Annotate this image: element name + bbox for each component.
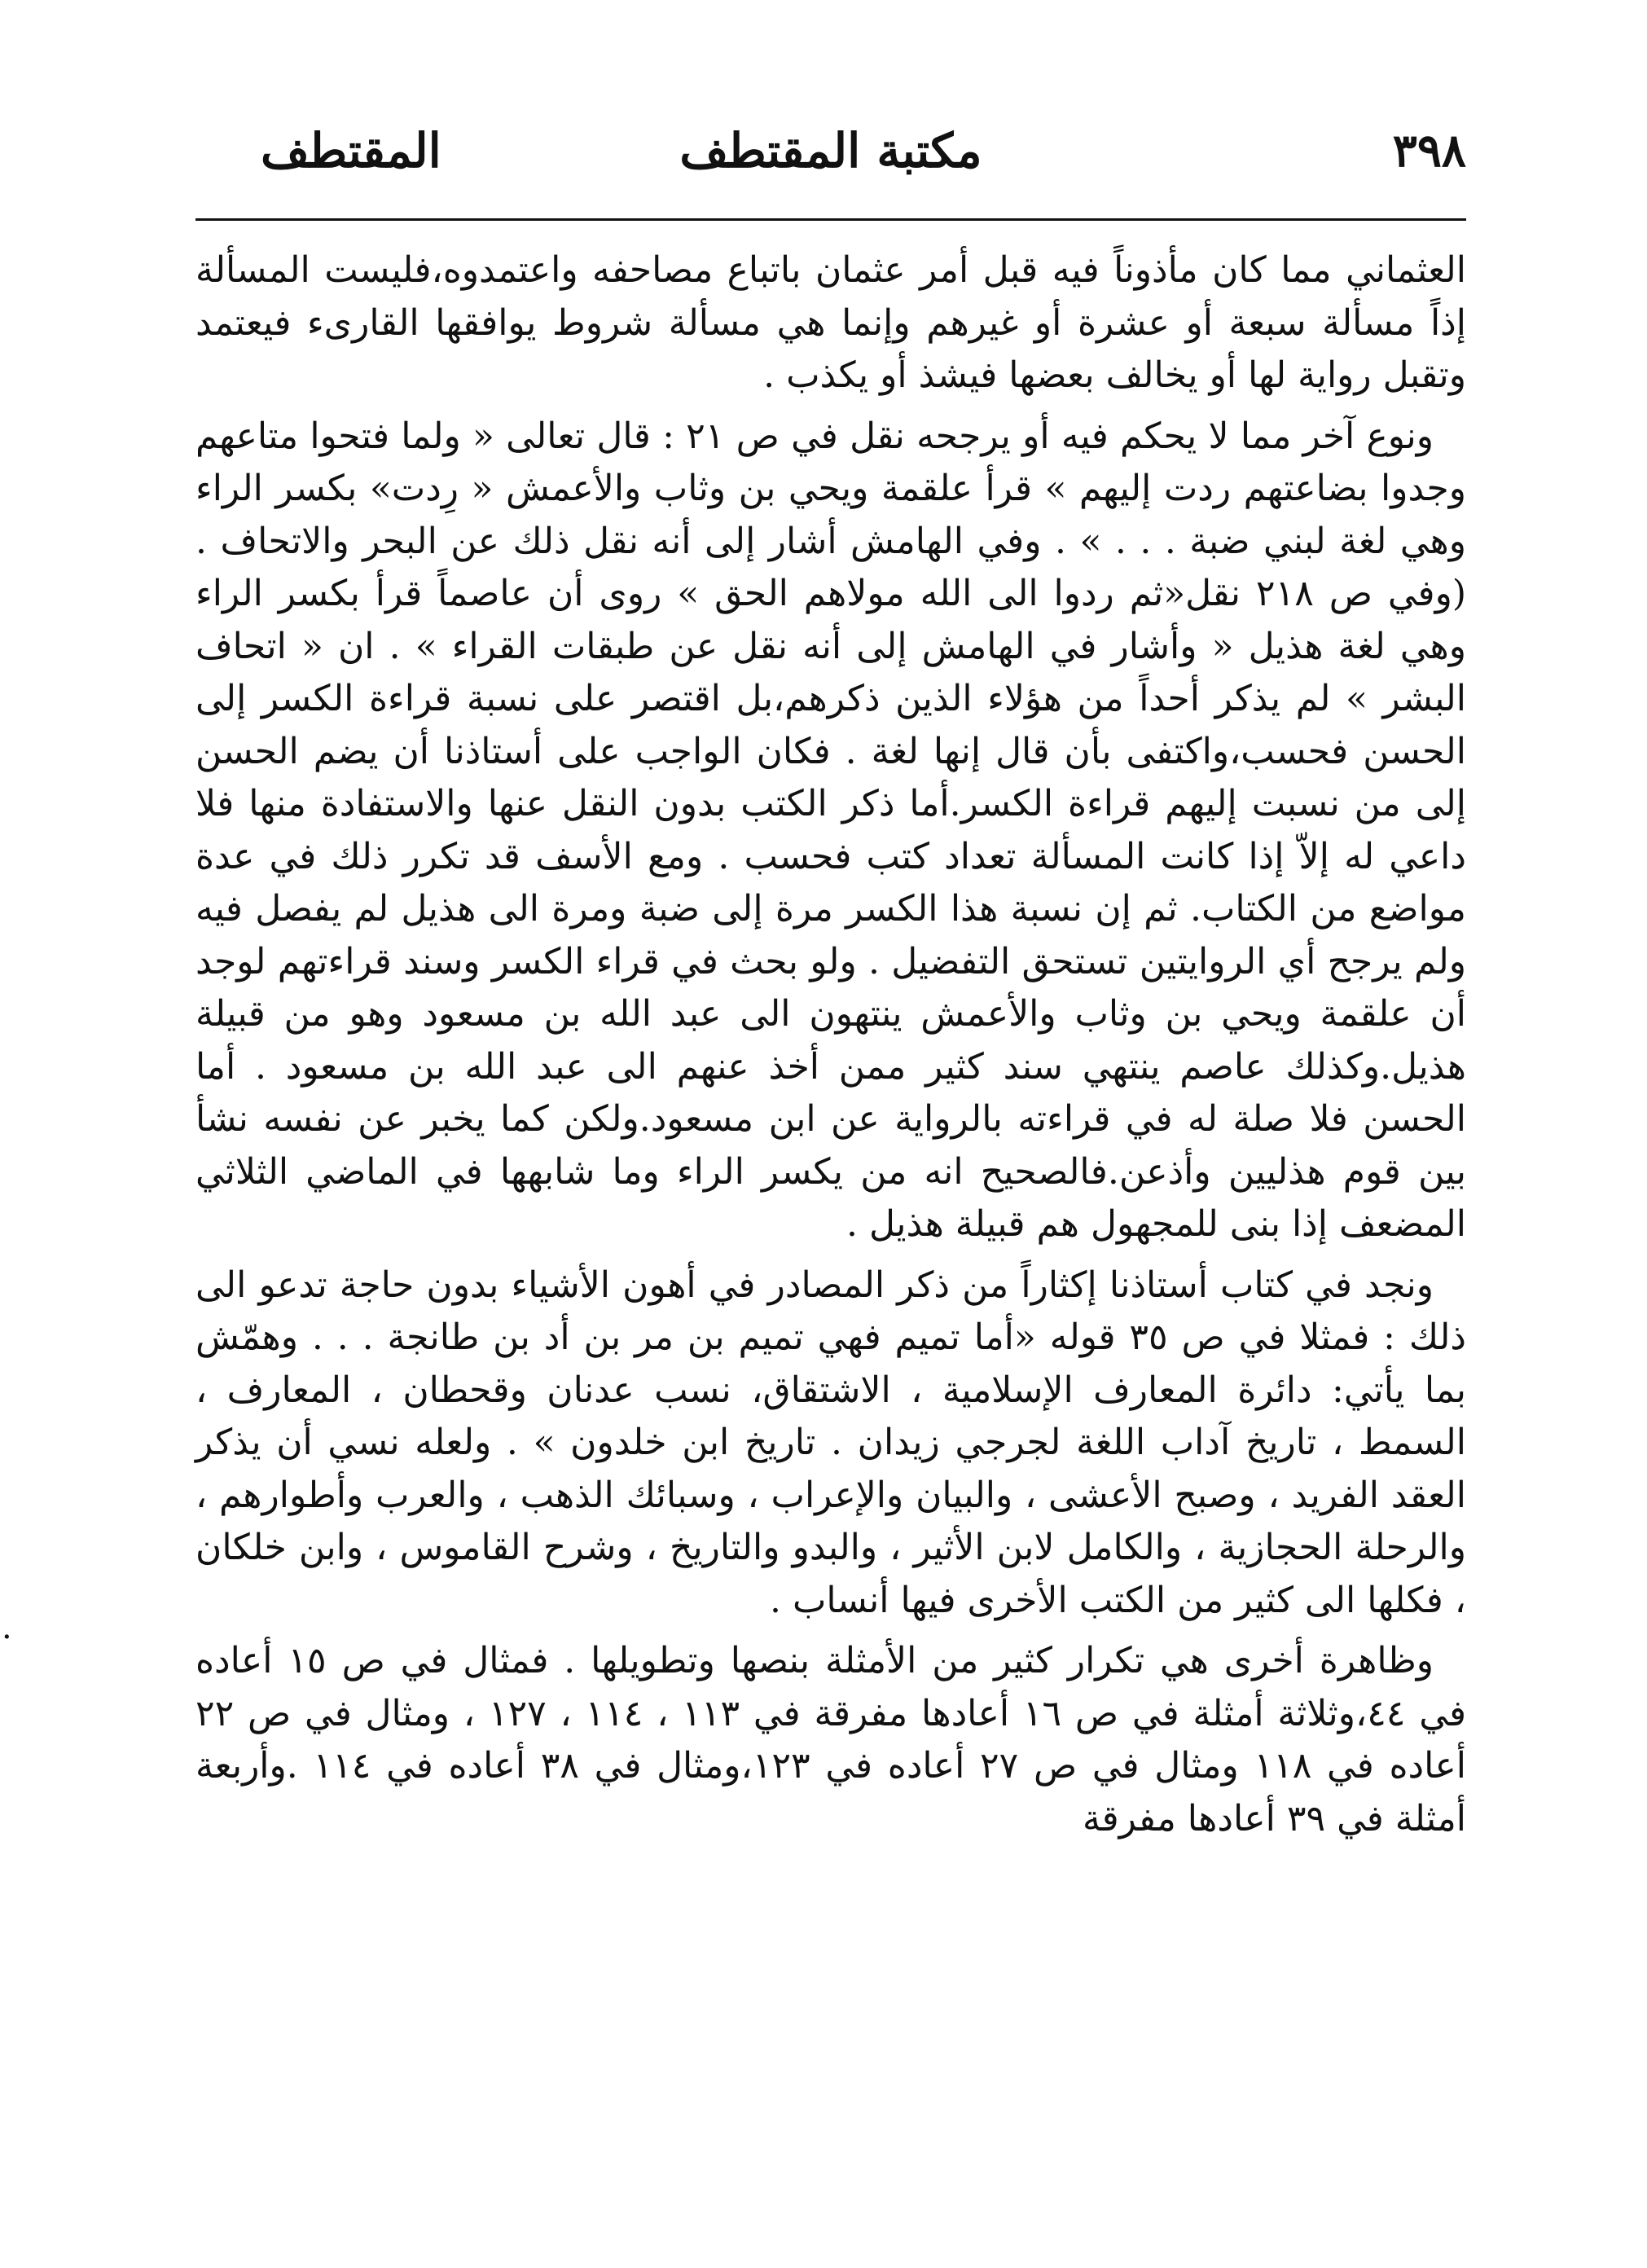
journal-name: المقتطف [261,123,441,178]
paragraph-3: ونجد في كتاب أستاذنا إكثاراً من ذكر المصادر في أهون الأشياء بدون حاجة تدعو الى ذلك : فمثلا في ص ٣٥ قوله «أما تميم فهي تميم بن مر بن أد بن طانجة . . . وهمّش بما يأتي: دائرة المعارف الإسلامية ، الاشتقاق، نسب عدنان وقحطان ، المعارف ، السمط ، تاريخ آداب اللغة لجرجي زيدان . تاريخ ابن خلدون » . ولعله نسي أن يذكر العقد الفريد ، وصبح الأعشى ، والبيان والإعراب ، وسبائك الذهب ، والعرب وأطوارهم ، والرحلة الحجازية ، والكامل لابن الأثير ، والبدو والتاريخ ، وشرح القاموس ، وابن خلكان ، فكلها الى كثير من الكتب الأخرى فيها أنساب . [195,1264,1466,1621]
running-title: مكتبة المقتطف [679,123,982,178]
article-body [195,244,1466,1845]
header-divider [195,218,1466,221]
paragraph-4: وظاهرة أخرى هي تكرار كثير من الأمثلة بنصها وتطويلها . فمثال في ص ١٥ أعاده في ٤٤،وثلاثة أمثلة في ص ١٦ أعادها مفرقة في ١١٣ ، ١١٤ ، ١٢٧ ، ومثال في ص ٢٢ أعاده في ١١٨ ومثال في ص ٢٧ أعاده في ١٢٣،ومثال في ٣٨ أعاده في ١١٤ .وأربعة أمثلة في ٣٩ أعادها مفرقة [195,1640,1466,1839]
page-header [195,114,1466,187]
margin-mark: · [2,1619,12,1656]
paragraph-1: العثماني مما كان مأذوناً فيه قبل أمر عثمان باتباع مصاحفه واعتمدوه،فليست المسألة إذاً مسألة سبعة أو عشرة أو غيرهم وإنما هي مسألة شروط يوافقها القارىء فيعتمد وتقبل رواية لها أو يخالف بعضها فيشذ أو يكذب . [195,249,1466,396]
page-number: ٣٩٨ [1392,124,1466,178]
paragraph-2: ونوع آخر مما لا يحكم فيه أو يرجحه نقل في ص ٢١ : قال تعالى « ولما فتحوا متاعهم وجدوا بضاعتهم ردت إليهم » قرأ علقمة ويحي بن وثاب والأعمش « رِدت» بكسر الراء وهي لغة لبني ضبة . . . » . وفي الهامش أشار إلى أنه نقل ذلك عن البحر والاتحاف . (وفي ص ٢١٨ نقل«ثم ردوا الى الله مولاهم الحق » روى أن عاصماً قرأ بكسر الراء وهي لغة هذيل « وأشار في الهامش إلى أنه نقل عن طبقات القراء » . ان « اتحاف البشر » لم يذكر أحداً من هؤلاء الذين ذكرهم،بل اقتصر على نسبة قراءة الكسر إلى الحسن فحسب،واكتفى بأن قال إنها لغة . فكان الواجب على أستاذنا أن يضم الحسن إلى من نسبت إليهم قراءة الكسر.أما ذكر الكتب بدون النقل عنها والاستفادة منها فلا داعي له إلاّ إذا كانت المسألة تعداد كتب فحسب . ومع الأسف قد تكرر ذلك في عدة مواضع من الكتاب. ثم إن نسبة هذا الكسر مرة إلى ضبة ومرة الى هذيل لم يفصل فيه ولم يرجح أي الروايتين تستحق التفضيل . ولو بحث في قراء الكسر وسند قراءتهم لوجد أن علقمة ويحي بن وثاب والأعمش ينتهون الى عبد الله بن مسعود وهو من قبيلة هذيل.وكذلك عاصم ينتهي سند كثير ممن أخذ عنهم الى عبد الله بن مسعود . أما الحسن فلا صلة له في قراءته بالرواية عن ابن مسعود.ولكن كما يخبر عن نفسه نشأ بين قوم هذليين وأذعن.فالصحيح انه من يكسر الراء وما شابهها في الماضي الثلاثي المضعف إذا بنى للمجهول هم قبيلة هذيل . [195,415,1466,1245]
